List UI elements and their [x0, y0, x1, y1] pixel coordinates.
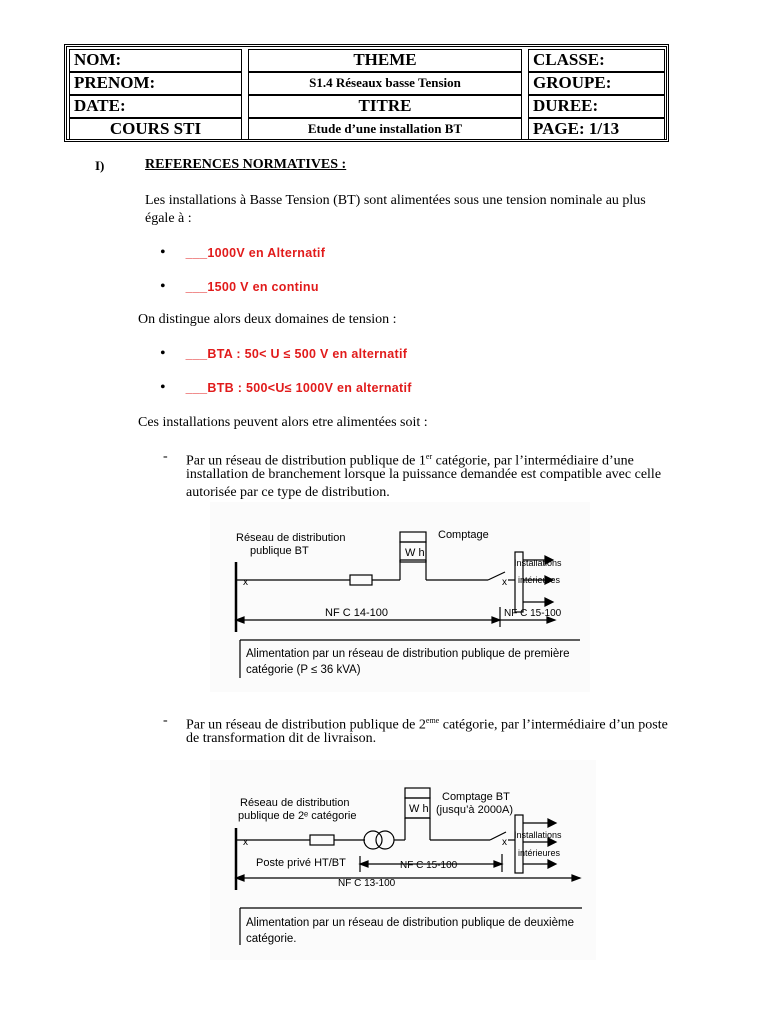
duree-label: DUREE:	[528, 95, 665, 118]
fig1-meter-title: Comptage	[438, 529, 489, 541]
fig2-caption-1: Alimentation par un réseau de distribution publique de deuxième	[246, 917, 574, 929]
svg-text:x: x	[502, 837, 507, 848]
bullet-text: 1500 V en continu	[207, 280, 319, 294]
cours-label: COURS STI	[69, 118, 242, 140]
svg-text:x: x	[502, 577, 507, 588]
figure-first-category	[210, 502, 590, 692]
bullet-prefix: ___	[185, 246, 208, 260]
svg-text:x: x	[243, 577, 248, 588]
fig1-network-line1: Réseau de distribution	[236, 532, 346, 544]
bullet-icon: •	[160, 244, 166, 261]
fig2-meter-title-2: (jusqu’à 2000A)	[436, 804, 514, 816]
fig1-norm-left: NF C 14-100	[325, 607, 388, 619]
bullet-icon: •	[160, 278, 166, 295]
date-label: DATE:	[69, 95, 242, 118]
bullet-prefix: ___	[185, 381, 208, 395]
header-table	[64, 44, 669, 142]
nom-label: NOM:	[69, 49, 242, 72]
bullet-icon: •	[160, 345, 166, 362]
fig1-caption-2: catégorie (P ≤ 36 kVA)	[246, 664, 361, 676]
groupe-label: GROUPE:	[528, 72, 665, 95]
fig2-install-2: intérieures	[518, 848, 561, 858]
case2-text-a: Par un réseau de distribution publique de 2	[186, 717, 426, 733]
fig1-meter: W h	[405, 547, 425, 559]
bullet-prefix: ___	[185, 347, 208, 361]
list-item	[160, 379, 412, 397]
fig1-install-2: intérieures	[518, 575, 561, 585]
domains-intro: On distingue alors deux domaines de tension :	[138, 312, 397, 327]
fig2-network-line1: Réseau de distribution	[240, 797, 350, 809]
figure-second-category	[210, 760, 596, 960]
list-item	[160, 278, 319, 296]
section-title: REFERENCES NORMATIVES :	[145, 157, 347, 172]
theme-value: S1.4 Réseaux basse Tension	[248, 72, 522, 95]
case1-line-2: installation de branchement lorsque la puissance demandée est compatible avec celle	[186, 467, 662, 482]
bullet-text: BTA : 50< U ≤ 500 V en alternatif	[207, 347, 408, 361]
case2-dash: -	[163, 713, 168, 728]
classe-label: CLASSE:	[528, 49, 665, 72]
theme-label: THEME	[248, 49, 522, 72]
case2-line-2: de transformation dit de livraison.	[186, 731, 377, 746]
fig1-install-1: Installations	[514, 558, 562, 568]
fig1-norm-right: NF C 15-100	[504, 608, 562, 619]
intro-line-1: Les installations à Basse Tension (BT) sont alimentées sous une tension nominale au plus	[145, 193, 646, 208]
fig2-meter-title-1: Comptage BT	[442, 791, 510, 803]
fig2-norm-outer: NF C 13-100	[338, 878, 396, 889]
case1-line-3: autorisée par ce type de distribution.	[186, 485, 390, 500]
page-label: PAGE: 1/13	[528, 118, 665, 140]
bullet-text: 1000V en Alternatif	[207, 246, 326, 260]
case1-sup: er	[425, 452, 433, 461]
case2-text-b: catégorie, par l’intermédiaire d’un poste	[439, 717, 668, 733]
list-item	[160, 244, 325, 262]
case2-sup: eme	[425, 716, 440, 725]
bullet-icon: •	[160, 379, 166, 396]
fig2-meter: W h	[409, 803, 429, 815]
intro-line-2: égale à :	[145, 211, 192, 226]
supply-intro: Ces installations peuvent alors etre alimentées soit :	[138, 415, 428, 430]
case1-text-a: Par un réseau de distribution publique de 1	[186, 453, 426, 469]
fig1-network-line2: publique BT	[250, 545, 309, 557]
fig2-network-line2: publique de 2ᵉ catégorie	[238, 810, 357, 822]
fig2-install-1: Installations	[514, 830, 562, 840]
prenom-label: PRENOM:	[69, 72, 242, 95]
section-number: I)	[95, 158, 105, 173]
fig1-caption-1: Alimentation par un réseau de distribution publique de première	[246, 648, 570, 660]
case1-dash: -	[163, 449, 168, 464]
fig2-caption-2: catégorie.	[246, 933, 297, 945]
svg-text:x: x	[243, 837, 248, 848]
titre-label: TITRE	[248, 95, 522, 118]
bullet-prefix: ___	[185, 280, 208, 294]
list-item	[160, 345, 407, 363]
fig2-poste: Poste privé HT/BT	[256, 857, 346, 869]
titre-value: Etude d’une installation BT	[248, 118, 522, 140]
case1-text-b: catégorie, par l’intermédiaire d’une	[432, 453, 634, 469]
fig2-norm-inner: NF C 15-100	[400, 860, 458, 871]
bullet-text: BTB : 500<U≤ 1000V en alternatif	[207, 381, 412, 395]
